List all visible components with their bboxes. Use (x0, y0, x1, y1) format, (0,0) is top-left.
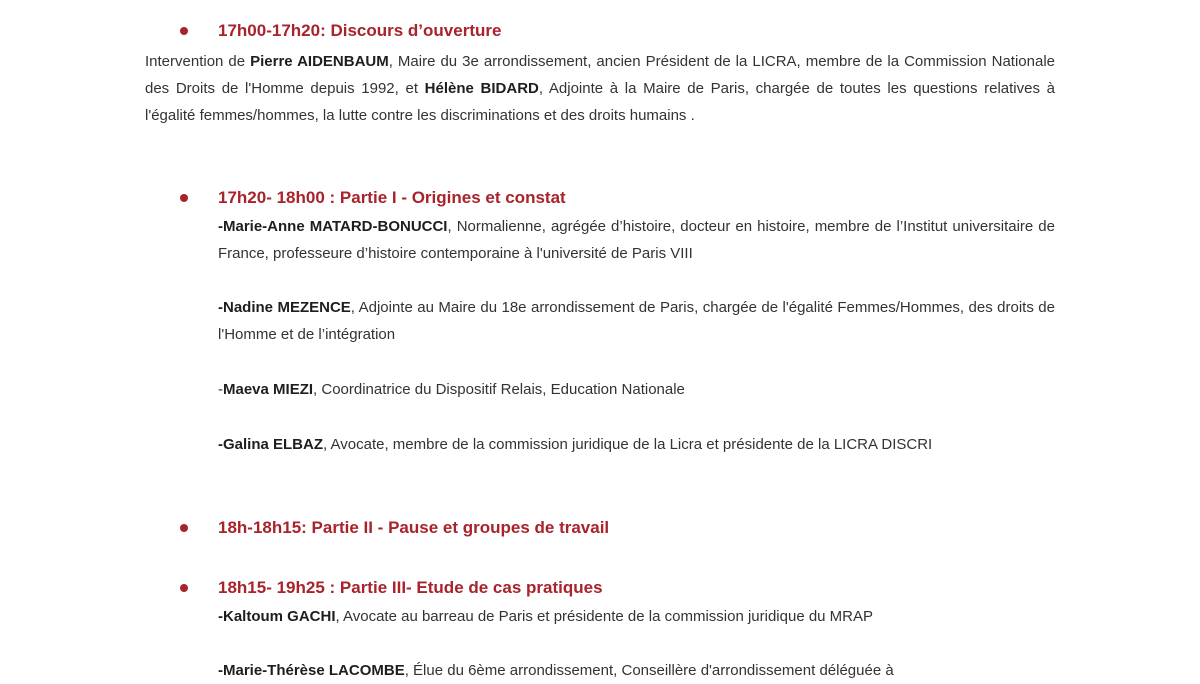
speaker-name: Pierre AIDENBAUM (250, 53, 389, 70)
speaker-name: Hélène BIDARD (424, 80, 539, 97)
speaker-name: -Galina ELBAZ (218, 436, 324, 453)
speaker-entry (218, 603, 1055, 630)
speaker-prefix: - (218, 381, 223, 398)
speaker-entry (218, 213, 1055, 267)
speaker-name: -Kaltoum GACHI (218, 608, 336, 625)
section-heading-part-2: 18h-18h15: Partie II - Pause et groupes de travail (218, 518, 610, 537)
bullet-icon (180, 584, 188, 592)
bullet-icon (180, 194, 188, 202)
section-heading-opening: 17h00-17h20: Discours d’ouverture (218, 21, 502, 40)
speaker-entry (218, 657, 1055, 684)
bullet-icon (180, 524, 188, 532)
intro-text: , Adjointe à la Maire de Paris, chargée de toutes les questions relatives à l'égalité femmes/hommes, la lutte contre les discriminations et des droits humains . (145, 80, 1055, 124)
bullet-icon (180, 27, 188, 35)
speaker-description: , Avocate au barreau de Paris et présidente de la commission juridique du MRAP (335, 608, 874, 625)
speaker-entry (218, 431, 1055, 458)
speaker-description: , Avocate, membre de la commission juridique de la Licra et présidente de la LICRA DISCRI (323, 436, 933, 453)
speaker-description: , Coordinatrice du Dispositif Relais, Education Nationale (313, 381, 685, 398)
intro-paragraph (145, 48, 1055, 129)
section-heading-part-1: 17h20- 18h00 : Partie I - Origines et constat (218, 188, 566, 207)
speaker-entry (218, 294, 1055, 348)
section-heading-part-3: 18h15- 19h25 : Partie III- Etude de cas pratiques (218, 578, 603, 597)
speaker-name: -Marie-Anne MATARD-BONUCCI (218, 218, 448, 235)
intro-text: , Maire du 3e arrondissement, ancien Président de la LICRA, membre de la Commission Nationale des Droits de l'Homme depuis 1992, et (145, 53, 1056, 97)
speaker-entry (218, 376, 1055, 403)
speaker-description: , Adjointe au Maire du 18e arrondissement de Paris, chargée de l'égalité Femmes/Hommes, des droits de l'Homme et de l’intégration (218, 299, 1055, 343)
speaker-description: , Normalienne, agrégée d’histoire, docteur en histoire, membre de l’Institut universitaire de France, professeure d’histoire contemporaine à l'université de Paris VIII (218, 218, 1055, 262)
speaker-name: -Nadine MEZENCE (218, 299, 351, 316)
speaker-name: -Marie-Thérèse LACOMBE (218, 662, 405, 679)
speaker-name: Maeva MIEZI (223, 381, 314, 398)
intro-text: Intervention de (145, 53, 251, 70)
speaker-description: , Élue du 6ème arrondissement, Conseillère d'arrondissement déléguée à (404, 662, 894, 679)
